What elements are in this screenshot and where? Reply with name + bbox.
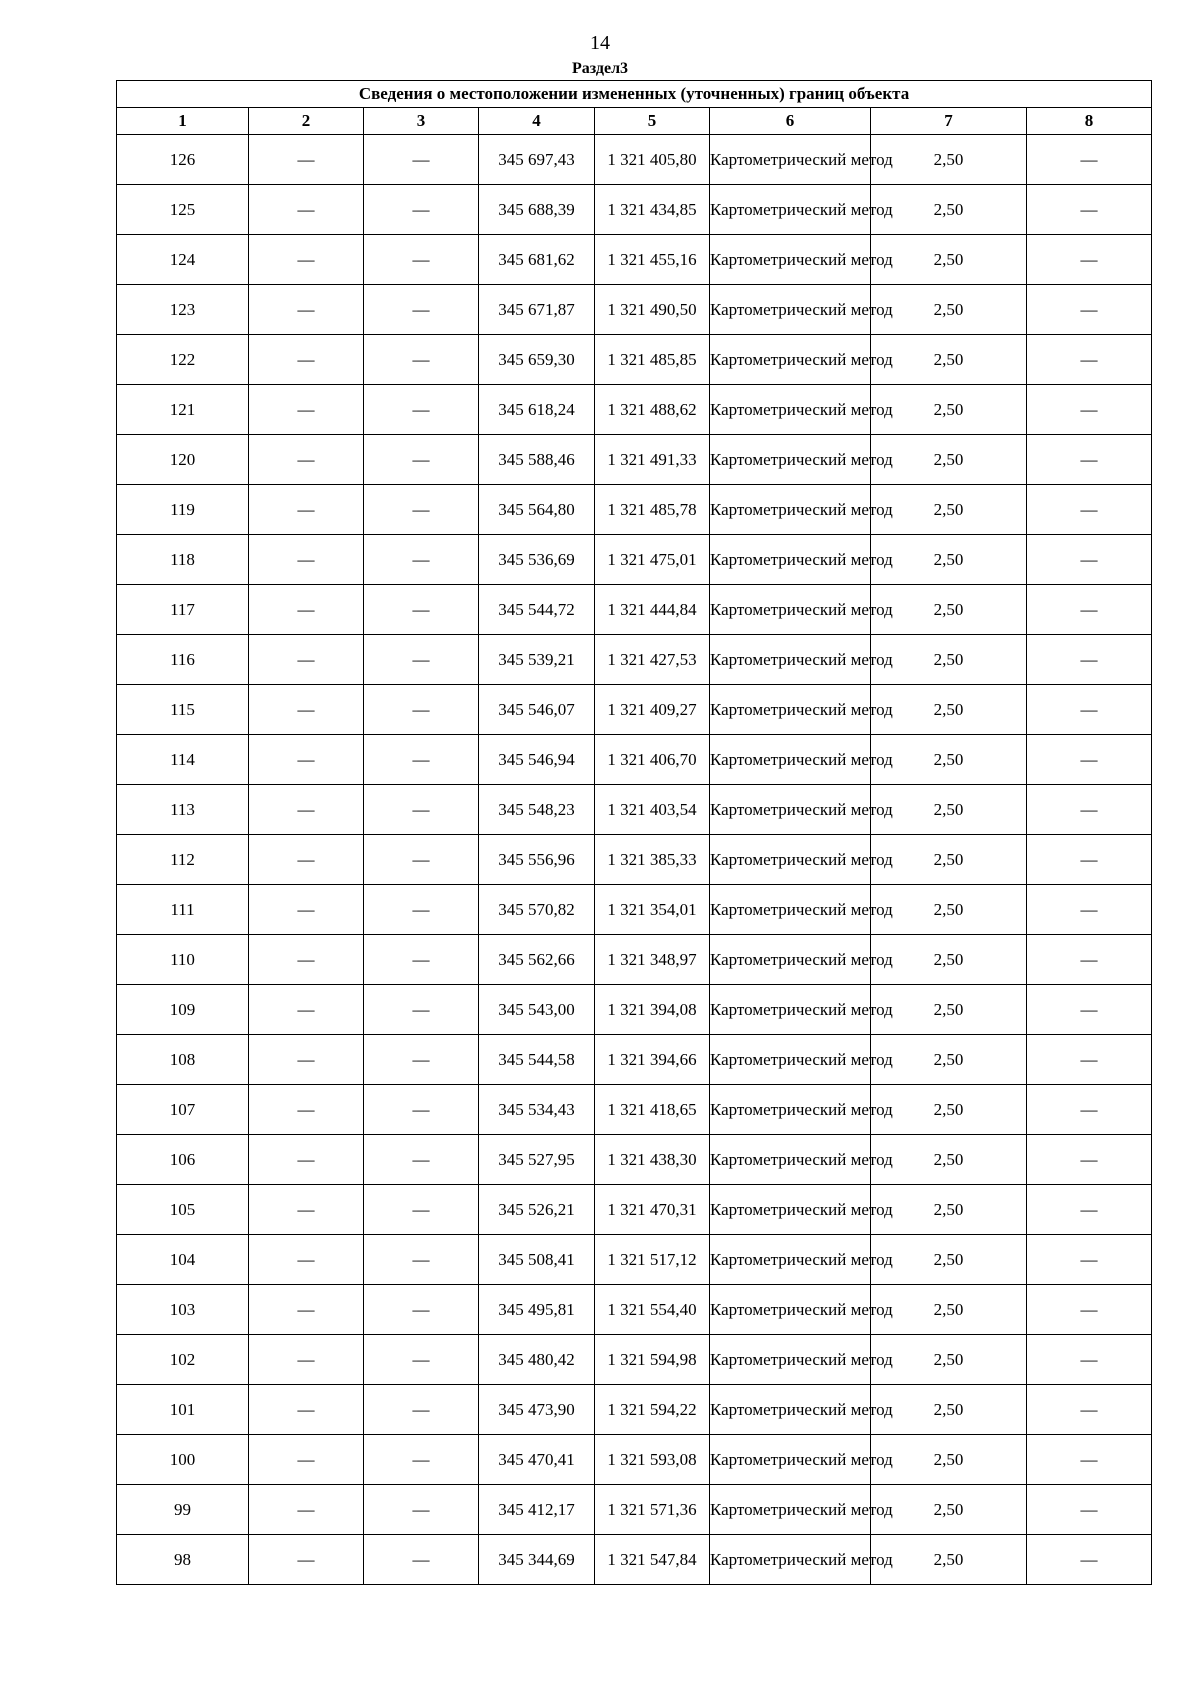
point-number-cell: 98 bbox=[117, 1535, 249, 1585]
x-coordinate-cell: 345 588,46 bbox=[479, 435, 595, 485]
column-3-cell: — bbox=[364, 935, 479, 985]
accuracy-cell: 2,50 bbox=[871, 1085, 1027, 1135]
method-cell: Картометрический метод bbox=[710, 1135, 871, 1185]
method-cell: Картометрический метод bbox=[710, 1335, 871, 1385]
column-3-cell: — bbox=[364, 1085, 479, 1135]
column-8-cell: — bbox=[1027, 1035, 1152, 1085]
column-8-cell: — bbox=[1027, 1235, 1152, 1285]
column-8-cell: — bbox=[1027, 635, 1152, 685]
table-row bbox=[117, 185, 1152, 235]
column-3-cell: — bbox=[364, 785, 479, 835]
method-cell: Картометрический метод bbox=[710, 1485, 871, 1535]
column-header: 3 bbox=[364, 108, 479, 135]
column-8-cell: — bbox=[1027, 535, 1152, 585]
accuracy-cell: 2,50 bbox=[871, 685, 1027, 735]
x-coordinate-cell: 345 562,66 bbox=[479, 935, 595, 985]
column-header: 6 bbox=[710, 108, 871, 135]
column-8-cell: — bbox=[1027, 1085, 1152, 1135]
table-row bbox=[117, 435, 1152, 485]
column-8-cell: — bbox=[1027, 185, 1152, 235]
column-2-cell: — bbox=[249, 1185, 364, 1235]
table-row bbox=[117, 1085, 1152, 1135]
column-3-cell: — bbox=[364, 435, 479, 485]
column-3-cell: — bbox=[364, 1035, 479, 1085]
point-number-cell: 100 bbox=[117, 1435, 249, 1485]
section-title: Раздел3 bbox=[571, 60, 629, 77]
method-cell: Картометрический метод bbox=[710, 1235, 871, 1285]
column-2-cell: — bbox=[249, 935, 364, 985]
method-cell: Картометрический метод bbox=[710, 1185, 871, 1235]
column-3-cell: — bbox=[364, 1385, 479, 1435]
point-number-cell: 99 bbox=[117, 1485, 249, 1535]
table-row bbox=[117, 1235, 1152, 1285]
y-coordinate-cell: 1 321 409,27 bbox=[595, 685, 710, 735]
point-number-cell: 120 bbox=[117, 435, 249, 485]
column-header: 4 bbox=[479, 108, 595, 135]
column-2-cell: — bbox=[249, 835, 364, 885]
method-cell: Картометрический метод bbox=[710, 1085, 871, 1135]
column-3-cell: — bbox=[364, 385, 479, 435]
column-8-cell: — bbox=[1027, 435, 1152, 485]
accuracy-cell: 2,50 bbox=[871, 1535, 1027, 1585]
point-number-cell: 116 bbox=[117, 635, 249, 685]
column-3-cell: — bbox=[364, 285, 479, 335]
column-3-cell: — bbox=[364, 985, 479, 1035]
accuracy-cell: 2,50 bbox=[871, 235, 1027, 285]
column-3-cell: — bbox=[364, 1135, 479, 1185]
column-3-cell: — bbox=[364, 485, 479, 535]
y-coordinate-cell: 1 321 517,12 bbox=[595, 1235, 710, 1285]
accuracy-cell: 2,50 bbox=[871, 985, 1027, 1035]
x-coordinate-cell: 345 536,69 bbox=[479, 535, 595, 585]
table-row bbox=[117, 1535, 1152, 1585]
x-coordinate-cell: 345 539,21 bbox=[479, 635, 595, 685]
y-coordinate-cell: 1 321 444,84 bbox=[595, 585, 710, 635]
point-number-cell: 126 bbox=[117, 135, 249, 185]
table-row bbox=[117, 535, 1152, 585]
column-8-cell: — bbox=[1027, 285, 1152, 335]
point-number-cell: 114 bbox=[117, 735, 249, 785]
column-2-cell: — bbox=[249, 635, 364, 685]
column-3-cell: — bbox=[364, 835, 479, 885]
x-coordinate-cell: 345 556,96 bbox=[479, 835, 595, 885]
column-8-cell: — bbox=[1027, 335, 1152, 385]
table-row bbox=[117, 935, 1152, 985]
y-coordinate-cell: 1 321 491,33 bbox=[595, 435, 710, 485]
method-cell: Картометрический метод bbox=[710, 1385, 871, 1435]
column-8-cell: — bbox=[1027, 1485, 1152, 1535]
point-number-cell: 109 bbox=[117, 985, 249, 1035]
accuracy-cell: 2,50 bbox=[871, 785, 1027, 835]
table-row bbox=[117, 1435, 1152, 1485]
table-row bbox=[117, 1385, 1152, 1435]
column-2-cell: — bbox=[249, 885, 364, 935]
accuracy-cell: 2,50 bbox=[871, 1335, 1027, 1385]
method-cell: Картометрический метод bbox=[710, 185, 871, 235]
point-number-cell: 119 bbox=[117, 485, 249, 535]
column-3-cell: — bbox=[364, 1285, 479, 1335]
table-row bbox=[117, 635, 1152, 685]
accuracy-cell: 2,50 bbox=[871, 1485, 1027, 1535]
column-8-cell: — bbox=[1027, 1185, 1152, 1235]
x-coordinate-cell: 345 495,81 bbox=[479, 1285, 595, 1335]
accuracy-cell: 2,50 bbox=[871, 1285, 1027, 1335]
column-2-cell: — bbox=[249, 285, 364, 335]
accuracy-cell: 2,50 bbox=[871, 1235, 1027, 1285]
method-cell: Картометрический метод bbox=[710, 335, 871, 385]
column-8-cell: — bbox=[1027, 385, 1152, 435]
y-coordinate-cell: 1 321 485,78 bbox=[595, 485, 710, 535]
method-cell: Картометрический метод bbox=[710, 485, 871, 535]
method-cell: Картометрический метод bbox=[710, 135, 871, 185]
point-number-cell: 110 bbox=[117, 935, 249, 985]
x-coordinate-cell: 345 546,94 bbox=[479, 735, 595, 785]
y-coordinate-cell: 1 321 354,01 bbox=[595, 885, 710, 935]
y-coordinate-cell: 1 321 594,98 bbox=[595, 1335, 710, 1385]
point-number-cell: 101 bbox=[117, 1385, 249, 1435]
method-cell: Картометрический метод bbox=[710, 385, 871, 435]
column-3-cell: — bbox=[364, 235, 479, 285]
method-cell: Картометрический метод bbox=[710, 885, 871, 935]
accuracy-cell: 2,50 bbox=[871, 585, 1027, 635]
column-3-cell: — bbox=[364, 685, 479, 735]
method-cell: Картометрический метод bbox=[710, 285, 871, 335]
column-2-cell: — bbox=[249, 1535, 364, 1585]
column-8-cell: — bbox=[1027, 685, 1152, 735]
accuracy-cell: 2,50 bbox=[871, 1385, 1027, 1435]
point-number-cell: 106 bbox=[117, 1135, 249, 1185]
point-number-cell: 122 bbox=[117, 335, 249, 385]
column-8-cell: — bbox=[1027, 1435, 1152, 1485]
table-row bbox=[117, 735, 1152, 785]
method-cell: Картометрический метод bbox=[710, 785, 871, 835]
table-row bbox=[117, 135, 1152, 185]
method-cell: Картометрический метод bbox=[710, 1435, 871, 1485]
x-coordinate-cell: 345 526,21 bbox=[479, 1185, 595, 1235]
point-number-cell: 113 bbox=[117, 785, 249, 835]
column-2-cell: — bbox=[249, 135, 364, 185]
column-3-cell: — bbox=[364, 735, 479, 785]
table-row bbox=[117, 835, 1152, 885]
point-number-cell: 108 bbox=[117, 1035, 249, 1085]
column-header: 1 bbox=[117, 108, 249, 135]
x-coordinate-cell: 345 570,82 bbox=[479, 885, 595, 935]
y-coordinate-cell: 1 321 475,01 bbox=[595, 535, 710, 585]
y-coordinate-cell: 1 321 554,40 bbox=[595, 1285, 710, 1335]
x-coordinate-cell: 345 697,43 bbox=[479, 135, 595, 185]
x-coordinate-cell: 345 659,30 bbox=[479, 335, 595, 385]
column-8-cell: — bbox=[1027, 885, 1152, 935]
method-cell: Картометрический метод bbox=[710, 1535, 871, 1585]
accuracy-cell: 2,50 bbox=[871, 1185, 1027, 1235]
x-coordinate-cell: 345 508,41 bbox=[479, 1235, 595, 1285]
page-number: 14 bbox=[590, 32, 610, 54]
accuracy-cell: 2,50 bbox=[871, 535, 1027, 585]
accuracy-cell: 2,50 bbox=[871, 1435, 1027, 1485]
table-row bbox=[117, 285, 1152, 335]
method-cell: Картометрический метод bbox=[710, 585, 871, 635]
accuracy-cell: 2,50 bbox=[871, 185, 1027, 235]
accuracy-cell: 2,50 bbox=[871, 485, 1027, 535]
accuracy-cell: 2,50 bbox=[871, 1135, 1027, 1185]
y-coordinate-cell: 1 321 394,08 bbox=[595, 985, 710, 1035]
column-3-cell: — bbox=[364, 1435, 479, 1485]
table-row bbox=[117, 235, 1152, 285]
accuracy-cell: 2,50 bbox=[871, 635, 1027, 685]
column-8-cell: — bbox=[1027, 235, 1152, 285]
column-2-cell: — bbox=[249, 535, 364, 585]
table-row bbox=[117, 785, 1152, 835]
column-2-cell: — bbox=[249, 1485, 364, 1535]
y-coordinate-cell: 1 321 438,30 bbox=[595, 1135, 710, 1185]
column-8-cell: — bbox=[1027, 835, 1152, 885]
y-coordinate-cell: 1 321 485,85 bbox=[595, 335, 710, 385]
method-cell: Картометрический метод bbox=[710, 535, 871, 585]
accuracy-cell: 2,50 bbox=[871, 285, 1027, 335]
method-cell: Картометрический метод bbox=[710, 635, 871, 685]
accuracy-cell: 2,50 bbox=[871, 735, 1027, 785]
column-2-cell: — bbox=[249, 1435, 364, 1485]
y-coordinate-cell: 1 321 488,62 bbox=[595, 385, 710, 435]
table-row bbox=[117, 585, 1152, 635]
accuracy-cell: 2,50 bbox=[871, 935, 1027, 985]
column-2-cell: — bbox=[249, 1085, 364, 1135]
point-number-cell: 125 bbox=[117, 185, 249, 235]
column-3-cell: — bbox=[364, 335, 479, 385]
x-coordinate-cell: 345 618,24 bbox=[479, 385, 595, 435]
column-2-cell: — bbox=[249, 235, 364, 285]
x-coordinate-cell: 345 544,72 bbox=[479, 585, 595, 635]
y-coordinate-cell: 1 321 403,54 bbox=[595, 785, 710, 835]
y-coordinate-cell: 1 321 593,08 bbox=[595, 1435, 710, 1485]
point-number-cell: 104 bbox=[117, 1235, 249, 1285]
point-number-cell: 107 bbox=[117, 1085, 249, 1135]
column-3-cell: — bbox=[364, 135, 479, 185]
column-2-cell: — bbox=[249, 685, 364, 735]
table-row bbox=[117, 485, 1152, 535]
point-number-cell: 102 bbox=[117, 1335, 249, 1385]
table-row bbox=[117, 685, 1152, 735]
point-number-cell: 121 bbox=[117, 385, 249, 435]
y-coordinate-cell: 1 321 434,85 bbox=[595, 185, 710, 235]
accuracy-cell: 2,50 bbox=[871, 1035, 1027, 1085]
column-3-cell: — bbox=[364, 635, 479, 685]
table-caption: Сведения о местоположении измененных (уточненных) границ объекта bbox=[117, 81, 1152, 108]
point-number-cell: 124 bbox=[117, 235, 249, 285]
column-3-cell: — bbox=[364, 1535, 479, 1585]
accuracy-cell: 2,50 bbox=[871, 835, 1027, 885]
column-2-cell: — bbox=[249, 435, 364, 485]
point-number-cell: 115 bbox=[117, 685, 249, 735]
x-coordinate-cell: 345 564,80 bbox=[479, 485, 595, 535]
y-coordinate-cell: 1 321 385,33 bbox=[595, 835, 710, 885]
accuracy-cell: 2,50 bbox=[871, 435, 1027, 485]
column-2-cell: — bbox=[249, 185, 364, 235]
column-3-cell: — bbox=[364, 1235, 479, 1285]
y-coordinate-cell: 1 321 470,31 bbox=[595, 1185, 710, 1235]
point-number-cell: 118 bbox=[117, 535, 249, 585]
column-2-cell: — bbox=[249, 735, 364, 785]
y-coordinate-cell: 1 321 406,70 bbox=[595, 735, 710, 785]
column-2-cell: — bbox=[249, 385, 364, 435]
column-8-cell: — bbox=[1027, 785, 1152, 835]
column-8-cell: — bbox=[1027, 1135, 1152, 1185]
x-coordinate-cell: 345 688,39 bbox=[479, 185, 595, 235]
column-2-cell: — bbox=[249, 1385, 364, 1435]
column-2-cell: — bbox=[249, 485, 364, 535]
column-2-cell: — bbox=[249, 985, 364, 1035]
accuracy-cell: 2,50 bbox=[871, 135, 1027, 185]
column-header-row bbox=[117, 108, 1152, 135]
x-coordinate-cell: 345 546,07 bbox=[479, 685, 595, 735]
method-cell: Картометрический метод bbox=[710, 735, 871, 785]
column-2-cell: — bbox=[249, 785, 364, 835]
table-row bbox=[117, 885, 1152, 935]
column-3-cell: — bbox=[364, 585, 479, 635]
column-2-cell: — bbox=[249, 1335, 364, 1385]
y-coordinate-cell: 1 321 455,16 bbox=[595, 235, 710, 285]
point-number-cell: 103 bbox=[117, 1285, 249, 1335]
point-number-cell: 105 bbox=[117, 1185, 249, 1235]
y-coordinate-cell: 1 321 348,97 bbox=[595, 935, 710, 985]
x-coordinate-cell: 345 412,17 bbox=[479, 1485, 595, 1535]
x-coordinate-cell: 345 480,42 bbox=[479, 1335, 595, 1385]
point-number-cell: 117 bbox=[117, 585, 249, 635]
column-3-cell: — bbox=[364, 1185, 479, 1235]
column-3-cell: — bbox=[364, 535, 479, 585]
table-row bbox=[117, 1035, 1152, 1085]
method-cell: Картометрический метод bbox=[710, 835, 871, 885]
accuracy-cell: 2,50 bbox=[871, 885, 1027, 935]
y-coordinate-cell: 1 321 418,65 bbox=[595, 1085, 710, 1135]
method-cell: Картометрический метод bbox=[710, 435, 871, 485]
column-2-cell: — bbox=[249, 1135, 364, 1185]
column-8-cell: — bbox=[1027, 1385, 1152, 1435]
method-cell: Картометрический метод bbox=[710, 1285, 871, 1335]
point-number-cell: 112 bbox=[117, 835, 249, 885]
y-coordinate-cell: 1 321 427,53 bbox=[595, 635, 710, 685]
column-3-cell: — bbox=[364, 885, 479, 935]
column-header: 8 bbox=[1027, 108, 1152, 135]
column-header: 2 bbox=[249, 108, 364, 135]
column-8-cell: — bbox=[1027, 735, 1152, 785]
column-2-cell: — bbox=[249, 1285, 364, 1335]
table-row bbox=[117, 1285, 1152, 1335]
column-8-cell: — bbox=[1027, 1335, 1152, 1385]
column-8-cell: — bbox=[1027, 485, 1152, 535]
column-8-cell: — bbox=[1027, 935, 1152, 985]
x-coordinate-cell: 345 527,95 bbox=[479, 1135, 595, 1185]
table-row bbox=[117, 985, 1152, 1035]
y-coordinate-cell: 1 321 405,80 bbox=[595, 135, 710, 185]
table-row bbox=[117, 1185, 1152, 1235]
boundary-coordinates-table bbox=[116, 80, 1152, 1585]
y-coordinate-cell: 1 321 594,22 bbox=[595, 1385, 710, 1435]
column-2-cell: — bbox=[249, 335, 364, 385]
column-header: 5 bbox=[595, 108, 710, 135]
column-3-cell: — bbox=[364, 1485, 479, 1535]
x-coordinate-cell: 345 548,23 bbox=[479, 785, 595, 835]
x-coordinate-cell: 345 534,43 bbox=[479, 1085, 595, 1135]
x-coordinate-cell: 345 681,62 bbox=[479, 235, 595, 285]
column-8-cell: — bbox=[1027, 985, 1152, 1035]
table-body bbox=[117, 135, 1152, 1585]
y-coordinate-cell: 1 321 571,36 bbox=[595, 1485, 710, 1535]
column-8-cell: — bbox=[1027, 1535, 1152, 1585]
column-8-cell: — bbox=[1027, 585, 1152, 635]
x-coordinate-cell: 345 671,87 bbox=[479, 285, 595, 335]
method-cell: Картометрический метод bbox=[710, 1035, 871, 1085]
table-row bbox=[117, 1335, 1152, 1385]
column-8-cell: — bbox=[1027, 135, 1152, 185]
table-row bbox=[117, 385, 1152, 435]
y-coordinate-cell: 1 321 490,50 bbox=[595, 285, 710, 335]
column-8-cell: — bbox=[1027, 1285, 1152, 1335]
x-coordinate-cell: 345 543,00 bbox=[479, 985, 595, 1035]
point-number-cell: 111 bbox=[117, 885, 249, 935]
x-coordinate-cell: 345 470,41 bbox=[479, 1435, 595, 1485]
column-2-cell: — bbox=[249, 1235, 364, 1285]
point-number-cell: 123 bbox=[117, 285, 249, 335]
table-row bbox=[117, 335, 1152, 385]
x-coordinate-cell: 345 473,90 bbox=[479, 1385, 595, 1435]
y-coordinate-cell: 1 321 547,84 bbox=[595, 1535, 710, 1585]
column-2-cell: — bbox=[249, 585, 364, 635]
method-cell: Картометрический метод bbox=[710, 685, 871, 735]
x-coordinate-cell: 345 544,58 bbox=[479, 1035, 595, 1085]
method-cell: Картометрический метод bbox=[710, 985, 871, 1035]
method-cell: Картометрический метод bbox=[710, 235, 871, 285]
x-coordinate-cell: 345 344,69 bbox=[479, 1535, 595, 1585]
method-cell: Картометрический метод bbox=[710, 935, 871, 985]
y-coordinate-cell: 1 321 394,66 bbox=[595, 1035, 710, 1085]
table-row bbox=[117, 1135, 1152, 1185]
column-2-cell: — bbox=[249, 1035, 364, 1085]
column-header: 7 bbox=[871, 108, 1027, 135]
column-3-cell: — bbox=[364, 185, 479, 235]
column-3-cell: — bbox=[364, 1335, 479, 1385]
accuracy-cell: 2,50 bbox=[871, 335, 1027, 385]
table-row bbox=[117, 1485, 1152, 1535]
accuracy-cell: 2,50 bbox=[871, 385, 1027, 435]
